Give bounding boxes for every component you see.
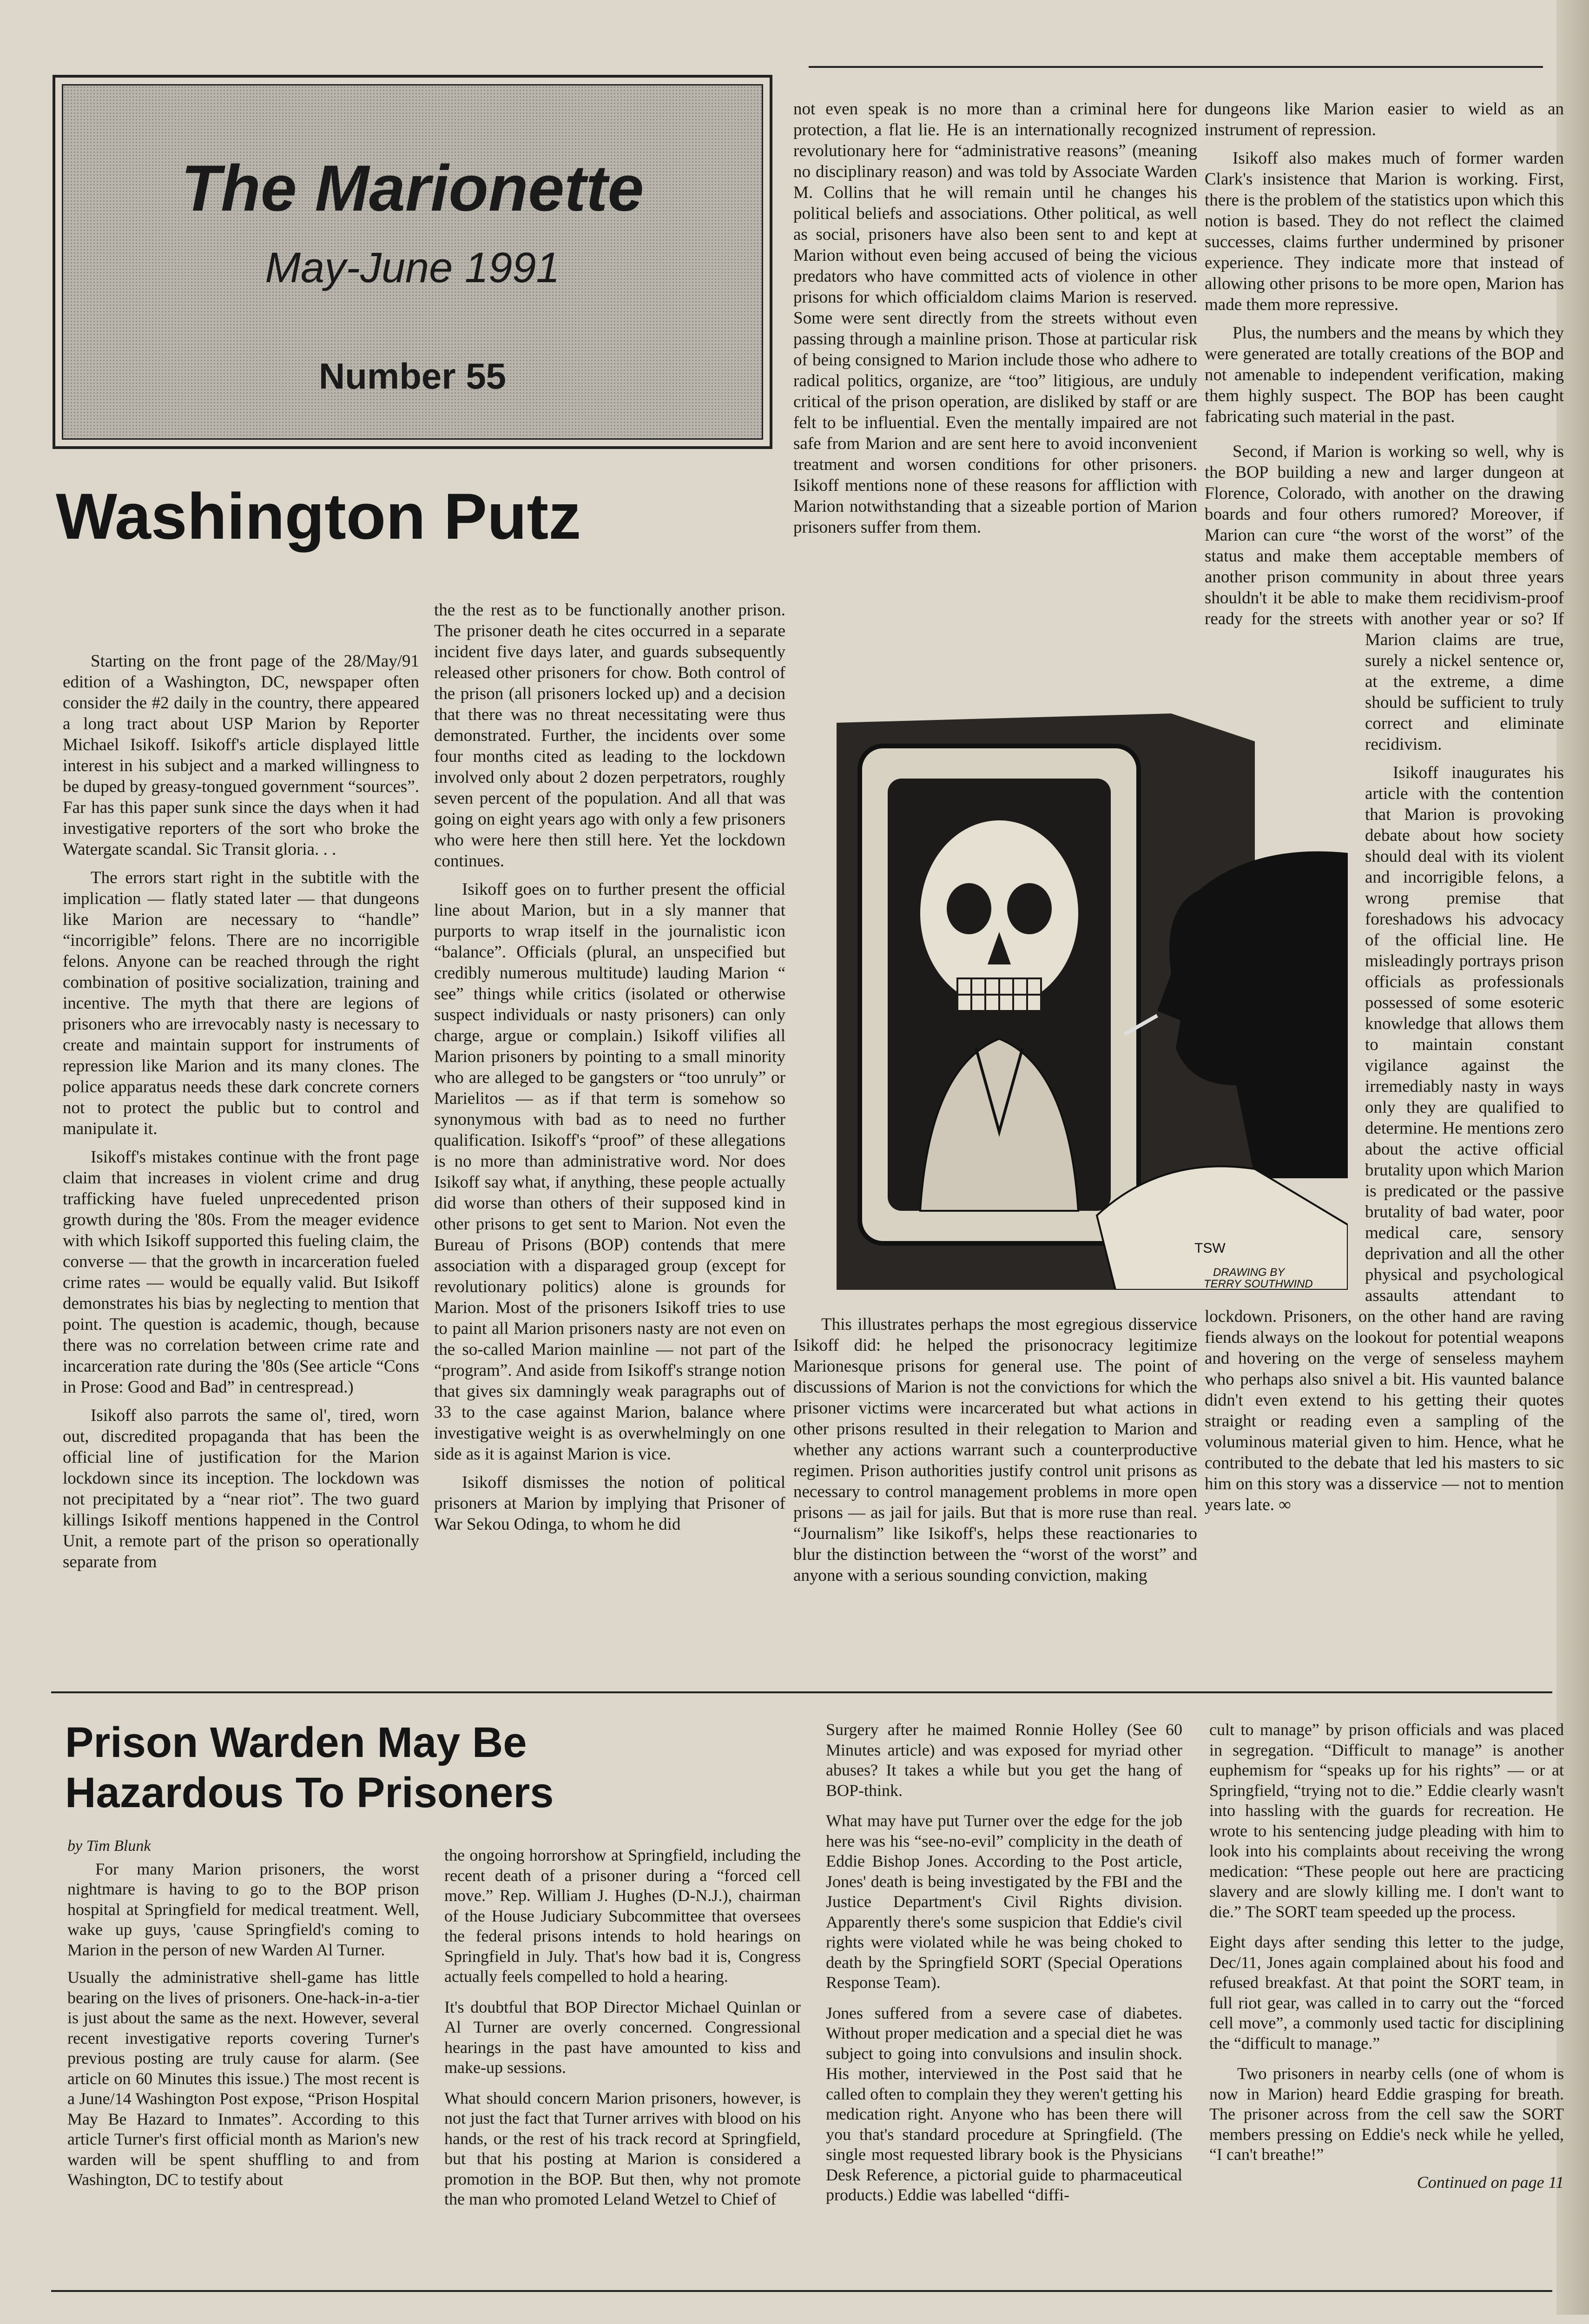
- paragraph: the ongoing horrorshow at Springfield, including the recent death of a prisoner during a “forced cell move.” Rep. William J. Hughes (D-N.J.), chairman of the House Judiciary Subcommittee that oversees the federal prisons intends to hold hearings on Springfield in July. That's how bad it is, Congress actually feels compelled to hold a hearing.: [444, 1846, 801, 1986]
- byline: by Tim Blunk: [67, 1837, 151, 1855]
- paragraph: Isikoff also parrots the same ol', tired, worn out, discredited propaganda that has been the official line of justification for the Marion lockdown since its inception. The lockdown was not precipitated by a “near riot”. The two guard killings Isikoff mentions happened in the Control Unit, a remote part of the prison so operationally separate from: [63, 1406, 419, 1571]
- article1-column-3-bottom: [793, 1314, 1197, 1593]
- paragraph: Isikoff's mistakes continue with the front page claim that increases in violent crime and drug trafficking have fueled unprecedented prison growth during the '80s. From the meager evidence with which Isikoff supported this fueling claim, the converse — that the growth in incarceration fueled crime rates — would be equally valid. But Isikoff demonstrates his bias by neglecting to mention that point. The question is academic, though, because there was no correlation between crime rate and incarceration rate during the '80s (See article “Cons in Prose: Good and Bad” in centrespread.): [63, 1148, 419, 1397]
- paragraph: Surgery after he maimed Ronnie Holley (See 60 Minutes article) and was exposed for myriad other abuses? It takes a while but you get the hang of BOP-think.: [826, 1720, 1182, 1800]
- masthead-date: May-June 1991: [265, 244, 560, 291]
- article2-column-1: [67, 1836, 419, 2200]
- paragraph: It's doubtful that BOP Director Michael Quinlan or Al Turner are overly concerned. Congressional hearings in the past have amounted to kiss and make-up sessions.: [444, 1997, 801, 2077]
- article1-column-3-top: [793, 99, 1197, 545]
- headline-line: Prison Warden May Be: [65, 1719, 527, 1766]
- paragraph: Second, if Marion is working so well, why is the BOP building a new and larger dungeon at Florence, Colorado, with another on the drawing boards and four others rumored? Moreover, if Marion can cure “the worst of the worst” of the status and make them acceptable members of another prison community in about three years shouldn't it be able to make them recidivism-proof ready for the streets with another year or so? If Marion claims are true, surely a nickel sentence or, at the extreme, a dime should be sufficient to truly correct and eliminate recidivism.: [1205, 442, 1564, 754]
- article-headline: Washington Putz: [56, 480, 581, 553]
- paragraph: Isikoff inaugurates his article with the contention that Marion is provoking debate about how society should deal with its violent and incorrigible felons, a wrong premise that foreshadows his advocacy of the official line. He misleadingly portrays prison officials as professionals possessed of some esoteric knowledge that allows them to maintain constant vigilance against the irremediably nasty in ways only they are qualified to determine. He mentions zero about the active official brutality upon which Marion is predicated or the passive brutality of bad water, poor medical care, sensory deprivation and all the other physical and psychological assaults attendant to lockdown. Prisoners, on the other hand are raving fiends always on the lookout for potential weapons and hovering on the verge of senseless mayhem who perhaps also snivel a bit. His vaunted balance didn't even extend to his getting their quotes straight or reading even a sampling of the voluminous material given to him. Hence, what he contributed to the debate that led his masters to sic him on this story was a disservice — not to mention years late. ∞: [1205, 763, 1564, 1514]
- drawing-credit: DRAWING BY: [1213, 1266, 1285, 1279]
- paragraph: This illustrates perhaps the most egregious disservice Isikoff did: he helped the prisonocracy legitimize Marionesque prisons for general use. The point of discussions of Marion is not the convictions for which the prisoner victims were incarcerated but what actions in other prisons resulted in their relegation to Marion and whether any actions warrant such a counterproductive regimen. Prison authorities justify control unit prisons as necessary to control management problems in more open prisons — as jail for jails. But that is more ruse than real. “Journalism” like Isikoff's, helps these reactionaries to blur the distinction between the “worst of the worst” and anyone with a serious sounding conviction, making: [793, 1315, 1197, 1585]
- top-rule: [809, 66, 1543, 68]
- section-divider: [51, 1691, 1552, 1693]
- paragraph: What should concern Marion prisoners, however, is not just the fact that Turner arrives with blood on his hands, or the rest of his track record at Springfield, but that his posting at Marion is considered a promotion in the BOP. But then, why not promote the man who promoted Leland Wetzel to Chief of: [444, 2088, 801, 2208]
- paragraph: Jones suffered from a severe case of diabetes. Without proper medication and a special diet he was subject to going into convulsions and insulin shock. His mother, interviewed in the Post said that he called often to complain they they weren't getting his medication right. Anyone who has been there will you that's standard procedure at Springfield. (The single most requested library book is the Physicians Desk Reference, a pictorial guide to pharmaceutical products.) Eddie was labelled “diffi-: [826, 2003, 1182, 2204]
- headline-line: Hazardous To Prisoners: [65, 1769, 554, 1816]
- masthead-issue-number: Number 55: [318, 356, 507, 396]
- drawing-credit-artist: TERRY SOUTHWIND: [1204, 1278, 1313, 1290]
- paragraph: the the rest as to be functionally another prison. The prisoner death he cites occurred in a separate incident five days later, and guards subsequently released other prisoners for chow. Both control of the prison (all prisoners locked up) and a decision that there was no threat necessitating were thus demonstrated. Further, the incidents over some four months cited as leading to the lockdown involved only about 2 dozen perpetrators, roughly seven percent of the population. And all that was going on eight years ago with only a few prisoners who were here then still here. Yet the lockdown continues.: [434, 601, 785, 871]
- paragraph: Two prisoners in nearby cells (one of whom is now in Marion) heard Eddie grasping for breath. The prisoner across from the cell saw the SORT members pressing on Eddie's neck while he yelled, “I can't breathe!”: [1209, 2064, 1564, 2164]
- paragraph: What may have put Turner over the edge for the job here was his “see-no-evil” complicity in the death of Eddie Bishop Jones. According to the Post article, Jones' death is being investigated by the FBI and the Justice Department's Civil Rights division. Apparently there's some suspicion that Eddie's civil rights were violated while he was being choked to death by the Springfield SORT (Special Operations Response Team).: [826, 1811, 1182, 1992]
- paragraph: The errors start right in the subtitle with the implication — flatly stated later — that dungeons like Marion are necessary to “handle” “incorrigible” felons. There are no incorrigible felons. Anyone can be reached through the right combination of positive socialization, training and incentive. The myth that there are legions of prisoners who are irrevocably nasty is necessary to create and maintain support for instruments of repression like Marion and its many clones. The police apparatus needs these dark concrete corners not to protect the public but to control and manipulate it.: [63, 868, 419, 1138]
- paragraph: Isikoff dismisses the notion of political prisoners at Marion by implying that Prisoner of War Sekou Odinga, to whom he did: [434, 1473, 785, 1534]
- article1-column-4: [1205, 99, 1564, 1523]
- paragraph: Isikoff goes on to further present the official line about Marion, but in a sly manner that purports to wrap itself in the journalistic icon “balance”. Officials (plural, an unspecified but credibly numerous multitude) lauding Marion “ see” things while critics (isolated or otherwise suspect individuals or nasty prisoners) can only charge, argue or complain.) Isikoff vilifies all Marion prisoners by pointing to a small minority who are alleged to be gangsters or “too unruly” or Marielitos — as if that term is somehow so synonymous with bad as to need no further qualification. Isikoff's “proof” of these allegations is no more than administrative word. Nor does Isikoff say what, if anything, these people actually did worse than others of their supposed kind in other prisons to get sent to Marion. Not even the Bureau of Prisons (BOP) contends that mere association with a disparaged group (except for revolutionary politics) alone is grounds for Marion. Most of the prisoners Isikoff tries to use to paint all Marion prisoners nasty are not even on the so-called Marion mainline — not part of the “program”. And aside from Isikoff's strange notion that gives six damningly weak paragraphs out of 33 to the case against Marion, balance where investigative weight is as overwhelmingly on one side as it is against Marion is vice.: [434, 880, 785, 1464]
- bottom-rule: [51, 2290, 1552, 2292]
- continued-on-page-link[interactable]: Continued on page 11: [1417, 2172, 1564, 2192]
- masthead-title: The Marionette: [181, 152, 644, 224]
- paragraph: For many Marion prisoners, the worst nightmare is having to go to the BOP prison hospital at Springfield for medical treatment. Well, wake up guys, 'cause Springfield's coming to Marion in the person of new Warden Al Turner.: [67, 1859, 419, 1959]
- paragraph: cult to manage” by prison officials and was placed in segregation. “Difficult to manage” is another euphemism for “speaks up for his rights” — or at Springfield, “trying not to die.” Eddie clearly wasn't into hassling with the guards for recreation. He wrote to his sentencing judge pleading with him to look into his complaints about receiving the wrong medication: “These people out here are practicing slavery and are slowly killing me. I don't want to die.” The SORT team speeded up the process.: [1209, 1720, 1564, 1921]
- paragraph: Usually the administrative shell-game has little bearing on the lives of prisoners. One-hack-in-a-tier is just about the same as the next. However, several recent investigative reports covering Turner's previous posting are truly cause for alarm. (See article on 60 Minutes this issue.) The most recent is a June/14 Washington Post expose, “Prison Hospital May Be Hazard to Inmates”. According to this article Turner's first official month as Marion's new warden will be spent shuffling to and from Washington, DC to testify about: [67, 1968, 419, 2189]
- article2-headline: [65, 1717, 554, 1818]
- drawing-signature: TSW: [1194, 1241, 1226, 1256]
- paragraph: Starting on the front page of the 28/May/91 edition of a Washington, DC, newspaper often consider the #2 daily in the country, there appeared a long tract about USP Marion by Reporter Michael Isikoff. Isikoff's article displayed little interest in his subject and a marked willingness to be duped by greasy-tongued government “sources”. Far has this paper sunk since the days when it had investigative reporters of the sort who broke the Watergate scandal. Sic Transit gloria. . .: [63, 652, 419, 859]
- paragraph: Eight days after sending this letter to the judge, Dec/11, Jones again complained about his food and refused breakfast. At that point the SORT team, in full riot gear, was called in to carry out the “forced cell move”, a commonly used tactic for disciplining the “difficult to manage.”: [1209, 1933, 1564, 2053]
- article2-column-2: [444, 1845, 801, 2220]
- article1-column-2: [434, 600, 785, 1542]
- article2-column-4: [1209, 1720, 1564, 2192]
- paragraph: Plus, the numbers and the means by which they were generated are totally creations of the BOP and not amenable to independent verification, making them highly suspect. The BOP has been caught fabricating such material in the past.: [1205, 324, 1564, 426]
- masthead: [53, 75, 772, 449]
- paragraph: not even speak is no more than a criminal here for protection, a flat lie. He is an internationally recognized revolutionary here for “administrative reasons” (meaning no disciplinary reason) and was told by Associate Warden M. Collins that he will remain until he changes his political beliefs and associations. Other political, as well as social, prisoners have also been sent to and kept at Marion without even being accused of being the vicious predators who have committed acts of violence in other prisons for which officialdom claims Marion is reserved. Some were sent directly from the streets without even passing through a mainline prison. Those at particular risk of being consigned to Marion include those who adhere to radical politics, organize, are “too” litigious, are unduly critical of the prison operation, are disliked by staff or are felt to be influential. Even the mentally impaired are not safe from Marion and are sent here to avoid inconvenient treatment and worsen conditions for other prisoners. Isikoff mentions none of these reasons for affliction with Marion notwithstanding that a sizeable portion of Marion prisoners suffer from them.: [793, 99, 1197, 537]
- paragraph: Isikoff also makes much of former warden Clark's insistence that Marion is working. First, there is the problem of the statistics upon which this notion is based. They do not reflect the claimed successes, claims further undermined by prisoner experience. They indicate more that instead of allowing other prisons to be more open, Marion has made them more repressive.: [1205, 149, 1564, 314]
- paragraph: dungeons like Marion easier to wield as an instrument of repression.: [1205, 99, 1564, 139]
- article1-column-1: [63, 651, 419, 1580]
- article2-column-3: [826, 1720, 1182, 2216]
